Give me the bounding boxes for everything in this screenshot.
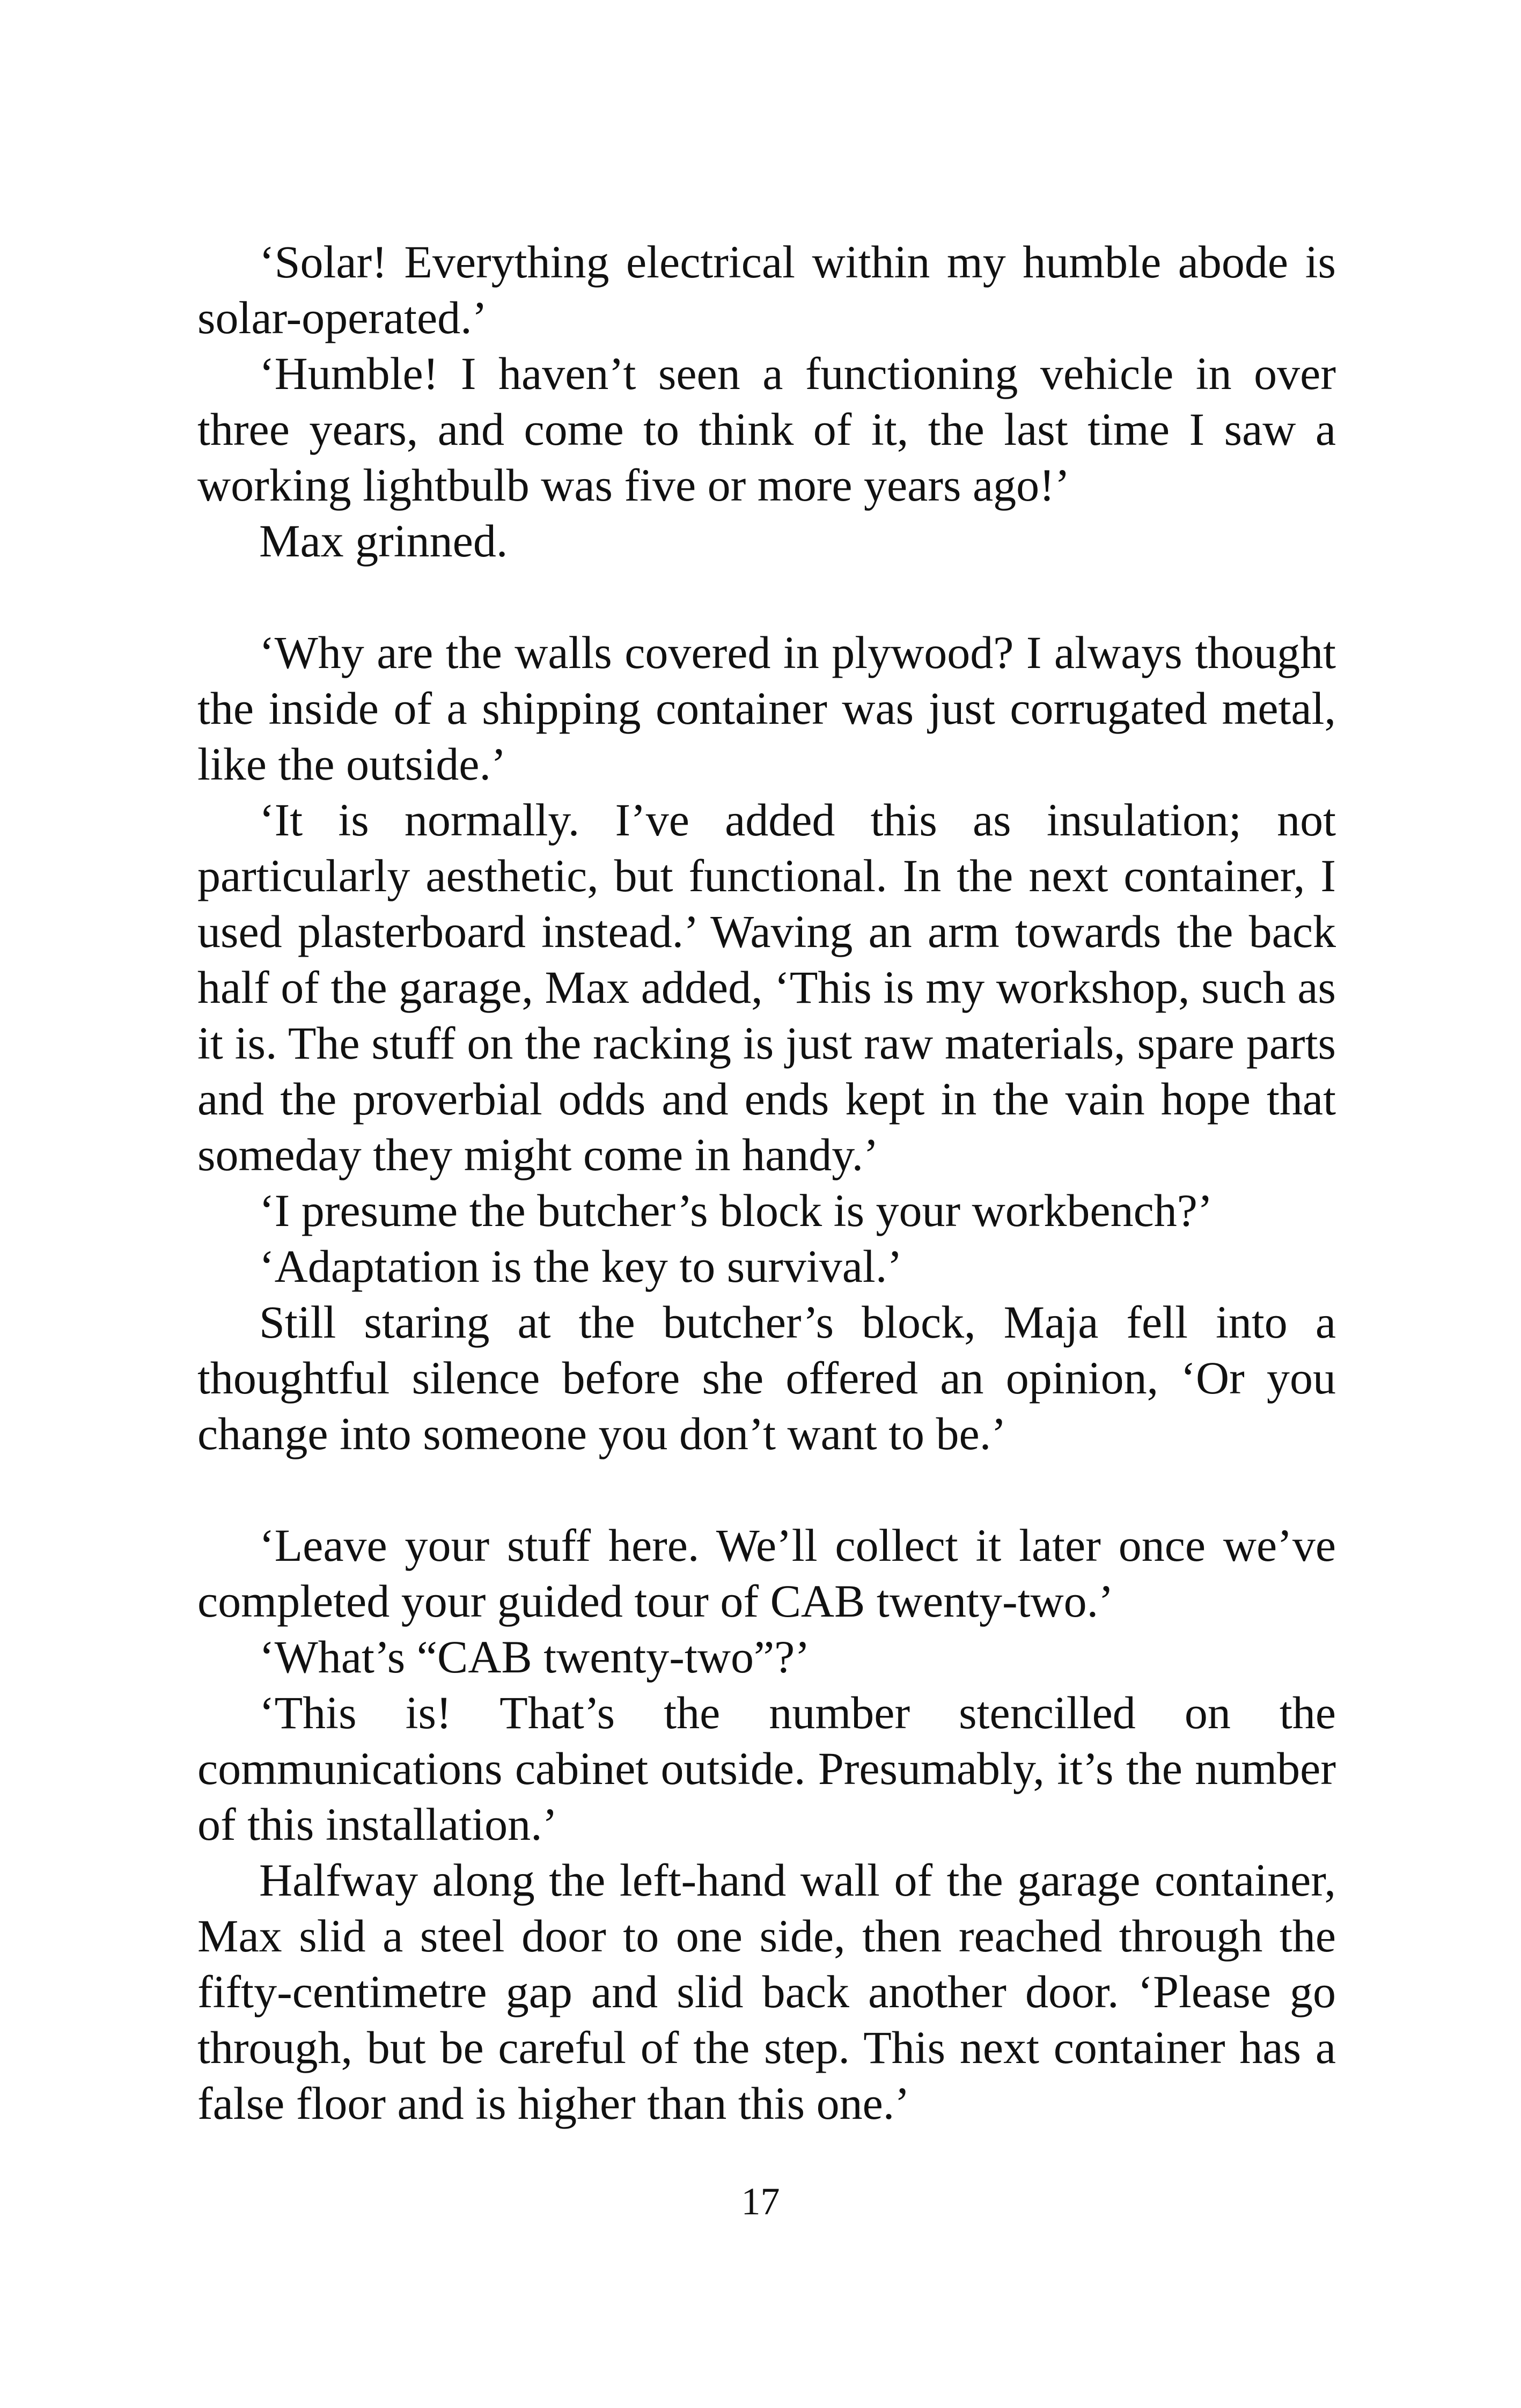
paragraph-1: ‘Solar! Everything electrical within my humble abode is solar-operated.’ <box>197 236 1336 343</box>
paragraph-9: ‘Leave your stuff here. We’ll collect it later once we’ve completed your guided tour of CAB twenty-two.’ <box>197 1519 1336 1627</box>
body-text <box>197 234 1336 2131</box>
paragraph-4: ‘Why are the walls covered in plywood? I always thought the inside of a shipping container was just corrugated metal, like the outside.’ <box>197 627 1336 790</box>
paragraph-8: Still staring at the butcher’s block, Maja fell into a thoughtful silence before she offered an opinion, ‘Or you change into someone you don’t want to be.’ <box>197 1296 1336 1459</box>
paragraph-12: Halfway along the left-hand wall of the garage container, Max slid a steel door to one side, then reached through the fifty-centimetre gap and slid back another door. ‘Please go through, but be careful of the step. This next container has a false floor and is higher than this one.’ <box>197 1854 1336 2129</box>
section-break <box>197 1462 1336 1517</box>
paragraph-11: ‘This is! That’s the number stencilled on the communications cabinet outside. Presumably, it’s the number of this installation.’ <box>197 1687 1336 1850</box>
page-number: 17 <box>741 2180 780 2223</box>
paragraph-10: ‘What’s “CAB twenty-two”?’ <box>259 1631 810 1683</box>
paragraph-3: Max grinned. <box>259 515 508 567</box>
paragraph-2: ‘Humble! I haven’t seen a functioning vehicle in over three years, and come to think of it, the last time I saw a working lightbulb was five or more years ago!’ <box>197 348 1336 511</box>
paragraph-6: ‘I presume the butcher’s block is your workbench?’ <box>259 1185 1213 1236</box>
section-break <box>197 569 1336 625</box>
paragraph-7: ‘Adaptation is the key to survival.’ <box>259 1240 902 1292</box>
paragraph-5: ‘It is normally. I’ve added this as insulation; not particularly aesthetic, but functional. In the next container, I used plasterboard instead.’ Waving an arm towards the back half of the garage, Max added, ‘This is my workshop, such as it is. The stuff on the racking is just raw materials, spare parts and the proverbial odds and ends kept in the vain hope that someday they might come in handy.’ <box>197 794 1336 1180</box>
